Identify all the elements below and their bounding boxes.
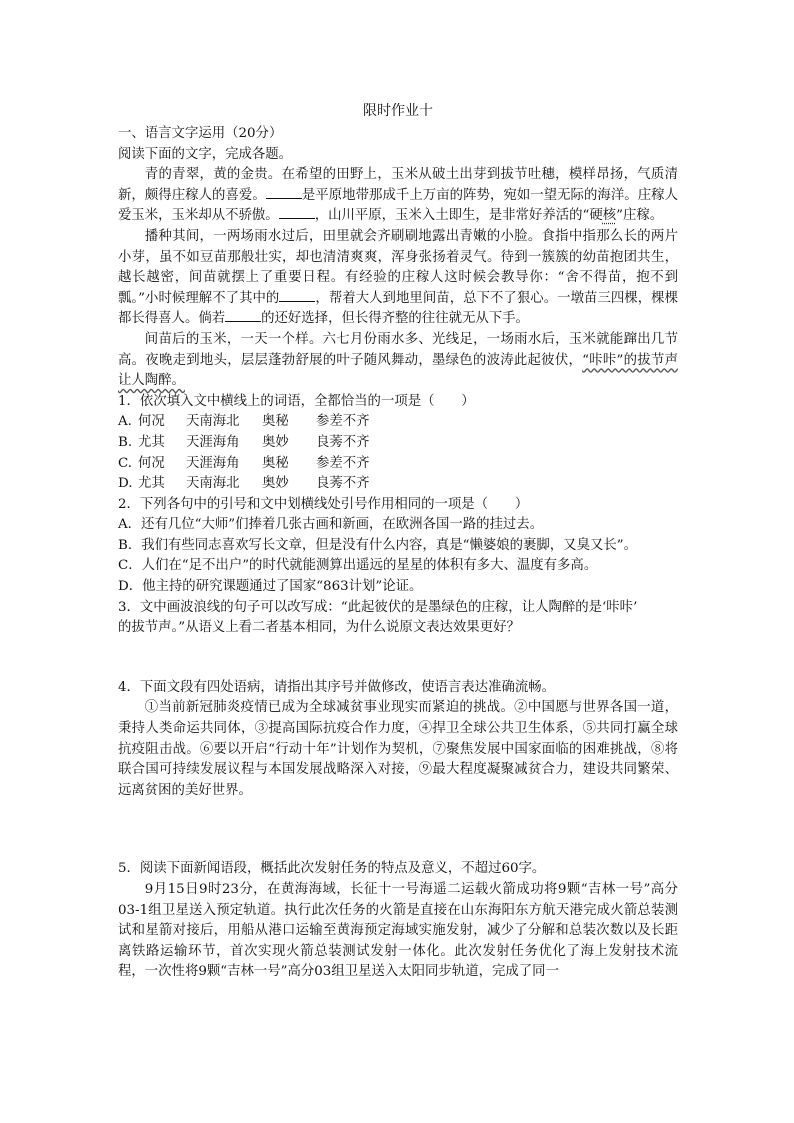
answer-space-4 bbox=[118, 801, 678, 859]
option-cell: 何况 bbox=[138, 414, 165, 430]
question-1-option-a bbox=[118, 412, 678, 433]
option-cell: 奥秘 bbox=[262, 414, 289, 430]
question-1-option-b bbox=[118, 433, 678, 454]
option-cell: D. bbox=[118, 476, 133, 492]
question-1-option-d bbox=[118, 474, 678, 495]
passage-paragraph-2: 播种其间，一两场雨水过后，田里就会齐刷刷地露出青嫩的小脸。食指中指那么长的两片小芽，虽不如豆苗那般壮实，却也清清爽爽，浑身张扬着灵气。待到一簇簇的幼苗抱团共生，越长越密，间苗就摆上了重要日程。有经验的庄稼人这时候会教导你：“舍不得苗，抱不到瓢。”小时候理解不了其中的 ，帮着大人到地里间苗，总下不了狠心。一墩苗三四棵，棵棵都长得喜人。倘若 的还好选择，但长得齐整的往往就无从下手。 bbox=[118, 228, 678, 327]
question-4-stem: 4．下面文段有四处语病，请指出其序号并做修改，使语言表达准确流畅。 bbox=[118, 679, 556, 695]
question-2-option-a: A．还有几位“大师”们捧着几张古画和新画，在欧洲各国一路的挂过去。 bbox=[118, 517, 544, 533]
question-1-options bbox=[118, 412, 678, 494]
option-cell: 奥妙 bbox=[262, 434, 289, 450]
option-cell: 良莠不齐 bbox=[316, 476, 370, 492]
question-3-line-1: 3．文中画波浪线的句子可以改写成：“此起彼伏的是墨绿色的庄稼，让人陶醉的是‘咔咔’ bbox=[118, 599, 638, 615]
question-5-text: 9月15日9时23分，在黄海海域，长征十一号海遥二运载火箭成功将9颗“吉林一号”高分03-1组卫星送入预定轨道。执行此次任务的火箭是直接在山东海阳东方航天港完成火箭总装测试和星箭对接后，用船从港口运输至黄海预定海域实施发射，减少了分解和总装次数以及长距离铁路运输环节，首次实现火箭总装测试发射一体化。此次发射任务优化了海上发射技术流程，一次性将9颗“吉林一号”高分03组卫星送入太阳同步轨道，完成了同一 bbox=[118, 882, 678, 980]
fill-blank-4 bbox=[225, 309, 261, 322]
fill-blank-2 bbox=[279, 206, 315, 219]
question-2-option-c: C．人们在“足不出户”的时代就能测算出遥远的星星的体积有多大、温度有多高。 bbox=[118, 558, 598, 574]
option-cell: 天南海北 bbox=[186, 414, 240, 430]
passage-paragraph-1: 青的青翠，黄的金贵。在希望的田野上，玉米从破土出芽到拔节吐穗，模样昂扬，气质清新，颇得庄稼人的喜爱。 是平原地带那成千上万亩的阵势，宛如一望无际的海洋。庄稼人爱玉米，玉米却从不骄傲。 ，山川平原，玉米入土即生，是非常好养活的“硬核”庄稼。 bbox=[118, 167, 679, 224]
answer-space-3 bbox=[118, 639, 678, 678]
question-1-stem: 1．依次填入文中横线上的词语，全都恰当的一项是（ ） bbox=[118, 393, 475, 409]
option-cell: 良莠不齐 bbox=[316, 434, 370, 450]
fill-blank-1 bbox=[266, 186, 302, 199]
option-cell: 何况 bbox=[138, 455, 165, 471]
question-5-stem: 5．阅读下面新闻语段，概括此次发射任务的特点及意义，不超过60字。 bbox=[118, 861, 546, 877]
dotted-char: 核 bbox=[602, 208, 617, 224]
option-cell: B. bbox=[118, 434, 133, 450]
option-cell: 参差不齐 bbox=[316, 414, 370, 430]
option-cell: 奥秘 bbox=[262, 455, 289, 471]
fill-blank-3 bbox=[279, 289, 315, 302]
worksheet-page bbox=[118, 100, 678, 983]
option-cell: 天南海北 bbox=[186, 476, 240, 492]
question-2-option-b: B．我们有些同志喜欢写长文章，但是没有什么内容，真是“懒婆娘的裹脚，又臭又长”。 bbox=[118, 537, 637, 553]
section-heading: 一、语言文字运用（20分） bbox=[118, 126, 283, 141]
option-cell: 尤其 bbox=[138, 476, 165, 492]
option-cell: C. bbox=[118, 455, 133, 471]
option-cell: 尤其 bbox=[138, 434, 165, 450]
question-1-option-c bbox=[118, 454, 678, 475]
option-cell: 天涯海角 bbox=[186, 434, 240, 450]
page-title: 限时作业十 bbox=[363, 103, 433, 119]
option-cell: 奥妙 bbox=[262, 476, 289, 492]
passage-paragraph-3: 间苗后的玉米，一天一个样。六七月份雨水多、光线足，一场雨水后，玉米就能蹿出几节高。夜晚走到地头，层层蓬勃舒展的叶子随风舞动，墨绿色的波涛此起彼伏，“咔咔”的拔节声让人陶醉。 bbox=[118, 331, 678, 389]
question-2-option-d: D．他主持的研究课题通过了国家“863计划”论证。 bbox=[118, 579, 423, 595]
question-4-text: ①当前新冠肺炎疫情已成为全球减贫事业现实而紧迫的挑战。②中国愿与世界各国一道，秉持人类命运共同体，③提高国际抗疫合作力度，④捍卫全球公共卫生体系，⑤共同打赢全球抗疫阻击战。⑥要以开启“行动十年”计划作为契机，⑦聚焦发展中国家面临的困难挑战，⑧将联合国可持续发展议程与本国发展战略深入对接，⑨最大程度凝聚减贫合力，建设共同繁荣、远离贫困的美好世界。 bbox=[118, 700, 678, 798]
reading-instruction: 阅读下面的文字，完成各题。 bbox=[118, 146, 293, 162]
option-cell: 参差不齐 bbox=[316, 455, 370, 471]
question-2-stem: 2．下列各句中的引号和文中划横线处引号作用相同的一项是（ ） bbox=[118, 496, 529, 512]
option-cell: A. bbox=[118, 414, 132, 430]
option-cell: 天涯海角 bbox=[186, 455, 240, 471]
question-3-line-2: 的拔节声。”从语义上看二者基本相同，为什么说原文表达效果更好？ bbox=[118, 620, 520, 636]
wavy-underlined-sentence: “咔咔”的拔节声让人陶醉。 bbox=[118, 352, 678, 389]
